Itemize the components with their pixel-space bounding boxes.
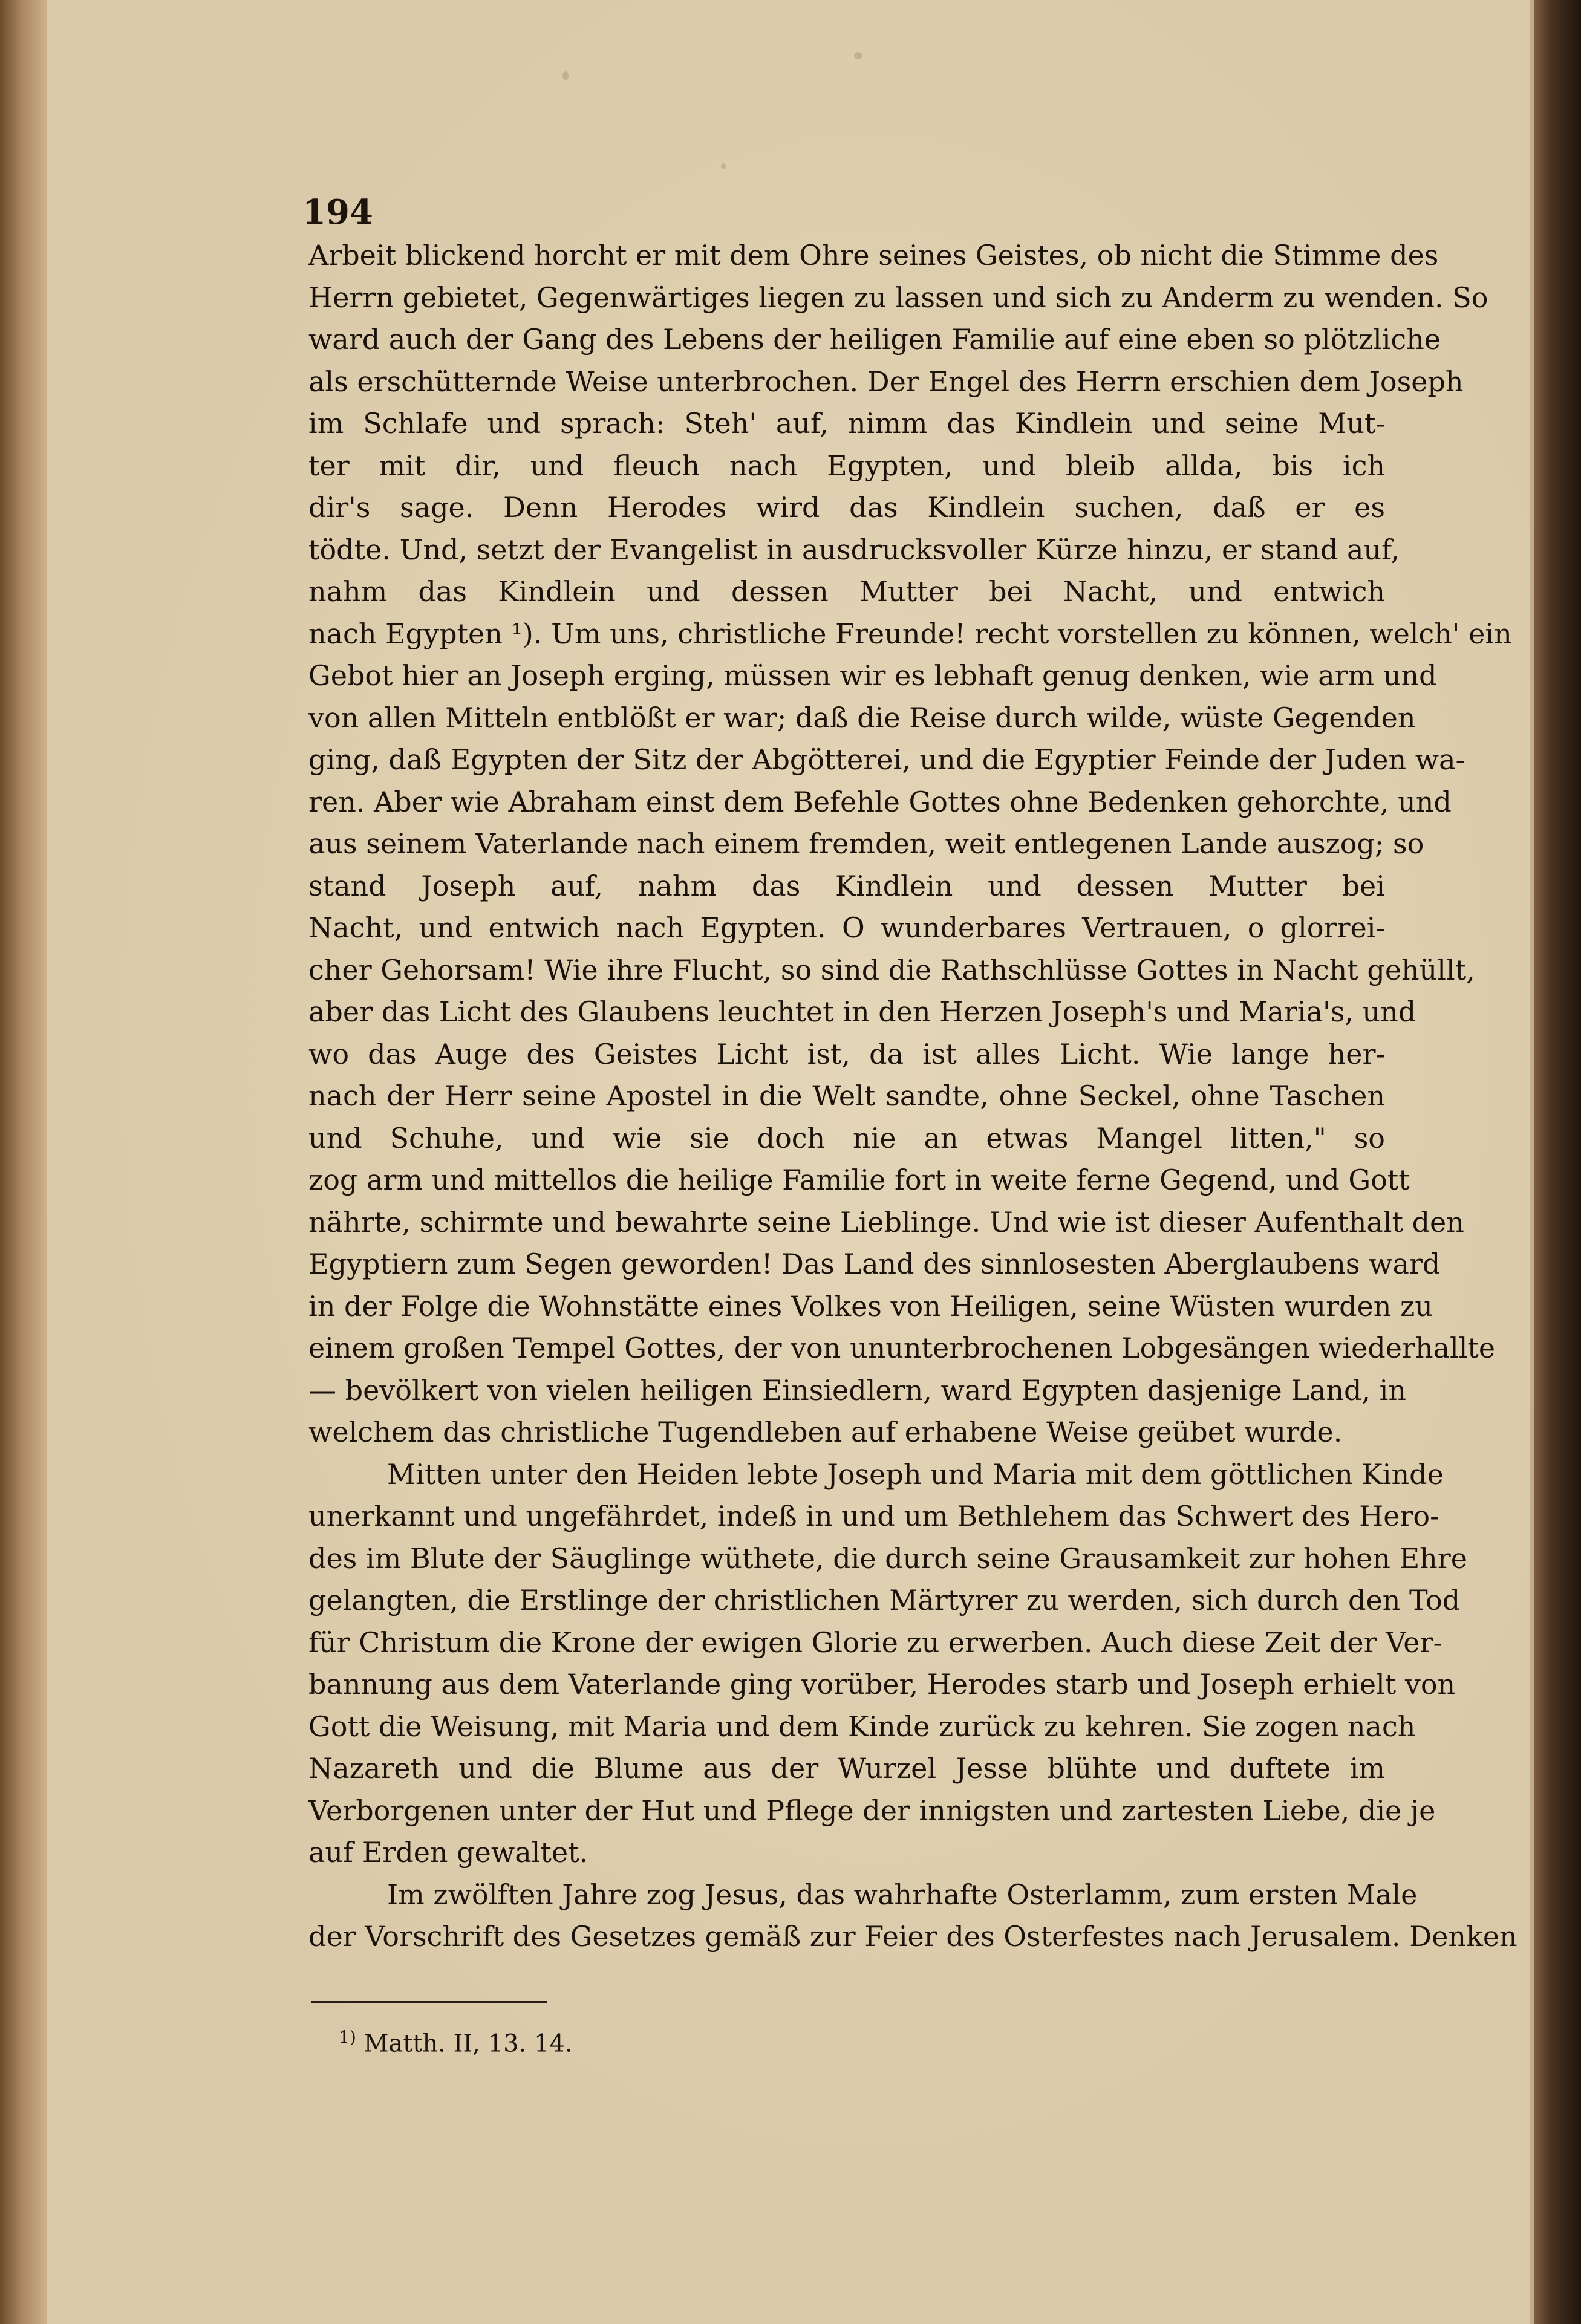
text-line: Mitten unter den Heiden lebte Joseph und Maria mit dem göttlichen Kinde (387, 1457, 1444, 1491)
text-line: Gebot hier an Joseph erging, müssen wir es lebhaft genug denken, wie arm und (308, 659, 1437, 692)
text-line: — bevölkert von vielen heiligen Einsiedlern, ward Egypten dasjenige Land, in (308, 1373, 1407, 1407)
text-line: ward auch der Gang des Lebens der heiligen Familie auf eine eben so plötzliche (308, 323, 1441, 356)
page-number: 194 (302, 192, 373, 232)
text-line: Nacht, und entwich nach Egypten. O wunderbares Vertrauen, o glorrei- (308, 911, 1385, 944)
text-line: auf Erden gewaltet. (308, 1836, 588, 1869)
text-line: Nazareth und die Blume aus der Wurzel Jesse blühte und duftete im (308, 1752, 1385, 1785)
text-line: nahm das Kindlein und dessen Mutter bei Nacht, und entwich (308, 575, 1385, 608)
footnote-marker: 1) (339, 2027, 356, 2047)
text-line: für Christum die Krone der ewigen Glorie zu erwerben. Auch diese Zeit der Ver- (308, 1626, 1443, 1659)
text-line: einem großen Tempel Gottes, der von ununterbrochenen Lobgesängen wiederhallte (308, 1332, 1496, 1364)
text-line: des im Blute der Säuglinge wüthete, die durch seine Grausamkeit zur hohen Ehre (308, 1541, 1467, 1575)
footnote-divider (311, 2001, 547, 2003)
paper-speck (854, 52, 862, 59)
text-line: gelangten, die Erstlinge der christlichen Märtyrer zu werden, sich durch den Tod (308, 1584, 1461, 1616)
body-text (308, 235, 1517, 1958)
text-line: wo das Auge des Geistes Licht ist, da ist alles Licht. Wie lange her- (308, 1037, 1385, 1070)
footnote-text: Matth. II, 13. 14. (363, 2029, 573, 2058)
book-binding-edge (1530, 0, 1581, 2324)
text-line: von allen Mitteln entblößt er war; daß die Reise durch wilde, wüste Gegenden (308, 701, 1416, 734)
text-line: als erschütternde Weise unterbrochen. Der Engel des Herrn erschien dem Joseph (308, 365, 1464, 398)
text-line: Arbeit blickend horcht er mit dem Ohre seines Geistes, ob nicht die Stimme des (308, 239, 1439, 272)
text-line: Egyptiern zum Segen geworden! Das Land des sinnlosesten Aberglaubens ward (308, 1248, 1441, 1280)
text-line: Verborgenen unter der Hut und Pflege der innigsten und zartesten Liebe, die je (308, 1794, 1436, 1827)
text-line: bannung aus dem Vaterlande ging vorüber, Herodes starb und Joseph erhielt von (308, 1668, 1456, 1701)
text-line: dir's sage. Denn Herodes wird das Kindlein suchen, daß er es (308, 491, 1385, 524)
text-line: der Vorschrift des Gesetzes gemäß zur Feier des Osterfestes nach Jerusalem. Denken (308, 1920, 1517, 1953)
footnote (339, 2027, 573, 2057)
paper-speck (721, 163, 726, 169)
text-line: nach der Herr seine Apostel in die Welt sandte, ohne Seckel, ohne Taschen (308, 1079, 1385, 1112)
text-line: stand Joseph auf, nahm das Kindlein und dessen Mutter bei (308, 869, 1385, 902)
text-line: tödte. Und, setzt der Evangelist in ausdrucksvoller Kürze hinzu, er stand auf, (308, 533, 1400, 566)
text-line: unerkannt und ungefährdet, indeß in und um Bethlehem das Schwert des Hero- (308, 1500, 1439, 1532)
text-line: ter mit dir, und fleuch nach Egypten, und bleib allda, bis ich (308, 449, 1385, 482)
text-line: Herrn gebietet, Gegenwärtiges liegen zu lassen und sich zu Anderm zu wenden. So (308, 281, 1488, 314)
text-line: aus seinem Vaterlande nach einem fremden, weit entlegenen Lande auszog; so (308, 827, 1424, 860)
text-line: in der Folge die Wohnstätte eines Volkes von Heiligen, seine Wüsten wurden zu (308, 1289, 1433, 1323)
text-line: ging, daß Egypten der Sitz der Abgötterei, und die Egyptier Feinde der Juden wa- (308, 743, 1465, 776)
text-line: und Schuhe, und wie sie doch nie an etwas Mangel litten," so (308, 1121, 1385, 1154)
text-line: ren. Aber wie Abraham einst dem Befehle Gottes ohne Bedenken gehorchte, und (308, 785, 1452, 818)
page-gutter (0, 0, 47, 2324)
text-line: zog arm und mittellos die heilige Familie fort in weite ferne Gegend, und Gott (308, 1164, 1410, 1196)
text-line: im Schlafe und sprach: Steh' auf, nimm das Kindlein und seine Mut- (308, 407, 1385, 440)
text-line: aber das Licht des Glaubens leuchtet in den Herzen Joseph's und Maria's, und (308, 995, 1416, 1028)
text-line: nährte, schirmte und bewahrte seine Lieblinge. Und wie ist dieser Aufenthalt den (308, 1205, 1464, 1238)
text-line: nach Egypten ¹). Um uns, christliche Freunde! recht vorstellen zu können, welch' ein (308, 617, 1512, 650)
text-line: cher Gehorsam! Wie ihre Flucht, so sind die Rathschlüsse Gottes in Nacht gehüllt, (308, 953, 1475, 986)
text-line: welchem das christliche Tugendleben auf erhabene Weise geübet wurde. (308, 1416, 1343, 1448)
text-line: Gott die Weisung, mit Maria und dem Kinde zurück zu kehren. Sie zogen nach (308, 1710, 1416, 1743)
text-line: Im zwölften Jahre zog Jesus, das wahrhafte Osterlamm, zum ersten Male (387, 1878, 1418, 1911)
paper-speck (562, 71, 569, 80)
